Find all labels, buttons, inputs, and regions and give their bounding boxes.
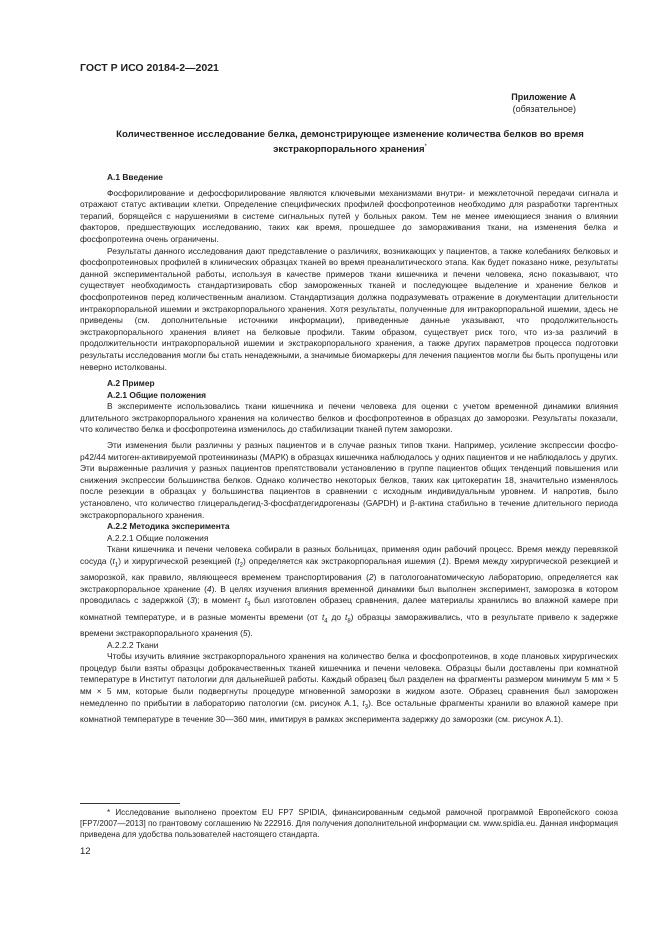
heading-a221: А.2.2.1 Общие положения	[107, 532, 209, 543]
heading-a2: А.2 Пример	[107, 378, 155, 389]
heading-a1: А.1 Введение	[107, 172, 163, 182]
paragraph: Чтобы изучить влияние экстракорпорального хранения на количество белка и фосфопротеинов, в ходе плановых хирургических процедур были взяты образцы доброкачественных тканей кишечника и печени человека. Образцы были доставлены при комнатной температуре в Институт патологии для дальнейшей работы. Каждый образец был разделен на фрагменты размером минимум 5 мм × 5 мм × 5 мм, которые были подвергнуты процедуре мгновенной заморозки в жидком азоте. Образец сравнения был заморожен немедленно по прибытии в лабораторию патологии (см. рисунок А.1, $t_3$). Все остальные фрагменты хранили во влажной камере при комнатной температуре в течение 30—360 мин, имитируя в рамках эксперимента задержку до заморозки (см. рисунок А.1).	[80, 651, 618, 724]
heading-a222: А.2.2.2 Ткани	[107, 639, 159, 650]
annex-title: Приложение А	[511, 92, 576, 102]
document-body	[80, 172, 618, 725]
document-header: ГОСТ Р ИСО 20184-2—2021	[80, 62, 219, 74]
footnote	[80, 807, 618, 841]
paragraph: Эти изменения были различны у разных пациентов и в случае разных типов ткани. Например, усиление экспрессии фосфо-р42/44 митоген-активируемой протеинкиназы (МАРК) в образцах кишечника наблюдалось у одних пациентов и не наблюдалось у других. Эти выраженные различия у разных пациентов препятствовали установлению в группе пациентов общих тенденций повышения или снижения экспрессии большинства белков. Однако количество некоторых белков, таких как цитокератин 18, значительно изменялось после резекции в образцах у большинства пациентов в сравнении с исходным индивидуальным уровнем. И напротив, было установлено, что количество глицеральдегид-3-фосфатдегидрогеназы (GAPDH) и β-актина стабильно в течение длительного периода экстракорпорального хранения.	[80, 440, 618, 520]
heading-a21: А.2.1 Общие положения	[107, 389, 206, 400]
footnote-mark[interactable]: *	[424, 144, 427, 150]
annex-note: (обязательное)	[512, 104, 576, 114]
paragraph: Ткани кишечника и печени человека собирали в разных больницах, применяя один рабочий процесс. Время между перевязкой сосуда $(t_1)$ и хирургической резекцией $(t_2)$ определяется как экстракорпоральная ишемия (1). Время между хирургической резекцией и заморозкой, как правило, являющееся временем транспортирования (2) в патологоанатомическую лабораторию, определяется как экстракорпоральное хранение (4). В целях изучения влияния временной динамики был выполнен эксперимент, заморозка в котором проводилась с задержкой (3); в момент $t_3$ был изготовлен образец сравнения, далее материалы хранились во влажной камере при комнатной температуре, и в разные моменты времени (от $t_4$ до $t_8$) образцы замораживались, что в результате привело к задержке времени экстракорпорального хранения (5).	[80, 544, 619, 638]
footnote-text: * Исследование выполнено проектом EU FP7 SPIDIA, финансированным седьмой рамочной программой Европейского союза [FP7/2007—2013] по грантовому соглашению № 222916. Для получения дополнительной информации см. www.spidia.eu. Данная информация приведена для удобства пользователей настоящего стандарта.	[80, 808, 618, 840]
title-text: Количественное исследование белка, демонстрирующее изменение количества белков во время экстракорпорального хранения	[116, 129, 584, 156]
heading-a22: А.2.2 Методика эксперимента	[107, 521, 230, 532]
page-number: 12	[80, 846, 91, 857]
paragraph: В эксперименте использовались ткани кишечника и печени человека для оценки с учетом временной динамики влияния длительного экстракорпорального хранения на количество белков и фосфопротеинов в образцах до заморозки. Результаты показали, что количество белка и фосфопротеина изменилось до стабилизации тканей путем заморозки.	[80, 401, 618, 435]
paragraph: Результаты данного исследования дают представление о различиях, возникающих у пациентов, а также колебаниях белковых и фосфопротеиновых профилей в клинических образцах тканей во время преаналитического этапа. Как будет показано ниже, результаты данной экспериментальной работы, используя в качестве примеров ткани кишечника и печени человека, ясно показывают, что существует необходимость стандартизировать сбор замороженных тканей и последующее выделение и хранение белков и фосфопротеинов перед количественным анализом. Стандартизация должна подразумевать отражение в документации длительности интракорпоральной ишемии и экстракорпорального хранения. Хотя результаты, полученные для интракорпоральной ишемии, здесь не приведены (см. дополнительные источники информации), приведенные данные указывают, что продолжительность экстракорпорального хранения влияет на белковые профили. Таким образом, существует риск того, что из-за различий в продолжительности интракорпоральной ишемии и экстракорпорального хранения, а также других параметров процесса подготовки результаты исследования могли бы стать ненадежными, а значимые биомаркеры для лечения пациентов могли бы быть пропущены или неверно истолкованы.	[80, 245, 618, 372]
annex-label	[80, 91, 618, 115]
section-title	[90, 129, 610, 156]
footnote-divider	[80, 803, 180, 804]
paragraph: Фосфорилирование и дефосфорилирование являются ключевыми механизмами внутри- и межклеточной передачи сигнала и отражают статус активации клетки. Определение специфических профилей фосфопротеинов необходимо для разработки таргентных терапий, борящейся с нарушениями в системе сигнальных путей у больных раком. Тем не менее имеющиеся знания о влиянии факторов, предшествующих исследованию, таких как время, прошедшее до замораживания ткани, на изменения белка и фосфопротеина очень ограничены.	[80, 187, 618, 244]
